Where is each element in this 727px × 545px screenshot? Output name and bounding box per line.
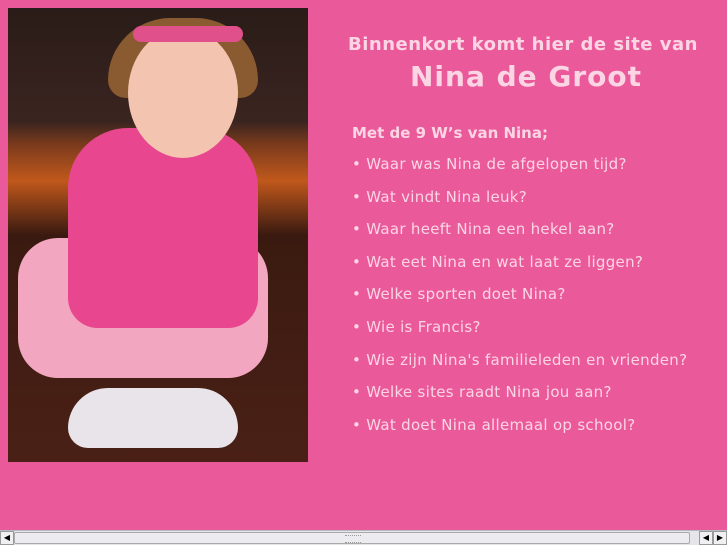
photo-body <box>68 128 258 328</box>
scrollbar-thumb[interactable] <box>14 532 690 544</box>
list-item: • Wie zijn Nina's familieleden en vrienden? <box>352 351 687 384</box>
list-item: • Wat vindt Nina leuk? <box>352 188 687 221</box>
scroll-left-button[interactable]: ◀ <box>0 531 14 545</box>
question-list <box>352 155 687 448</box>
grip-icon <box>345 535 361 543</box>
list-item: • Welke sites raadt Nina jou aan? <box>352 383 687 416</box>
photo-headband <box>133 26 243 42</box>
list-item: • Waar heeft Nina een hekel aan? <box>352 220 687 253</box>
page-title: Nina de Groot <box>410 60 643 93</box>
subtitle: Binnenkort komt hier de site van <box>348 34 698 55</box>
horizontal-scrollbar[interactable] <box>0 530 727 545</box>
list-item: • Wat eet Nina en wat laat ze liggen? <box>352 253 687 286</box>
scroll-left-button-2[interactable]: ◀ <box>699 531 713 545</box>
list-lead: Met de 9 W’s van Nina; <box>352 124 548 142</box>
photo-paper <box>68 388 238 448</box>
list-item: • Waar was Nina de afgelopen tijd? <box>352 155 687 188</box>
list-item: • Welke sporten doet Nina? <box>352 285 687 318</box>
list-item: • Wie is Francis? <box>352 318 687 351</box>
list-item: • Wat doet Nina allemaal op school? <box>352 416 687 449</box>
photo-face <box>128 28 238 158</box>
scroll-right-button[interactable]: ▶ <box>713 531 727 545</box>
photo-of-nina <box>8 8 308 462</box>
